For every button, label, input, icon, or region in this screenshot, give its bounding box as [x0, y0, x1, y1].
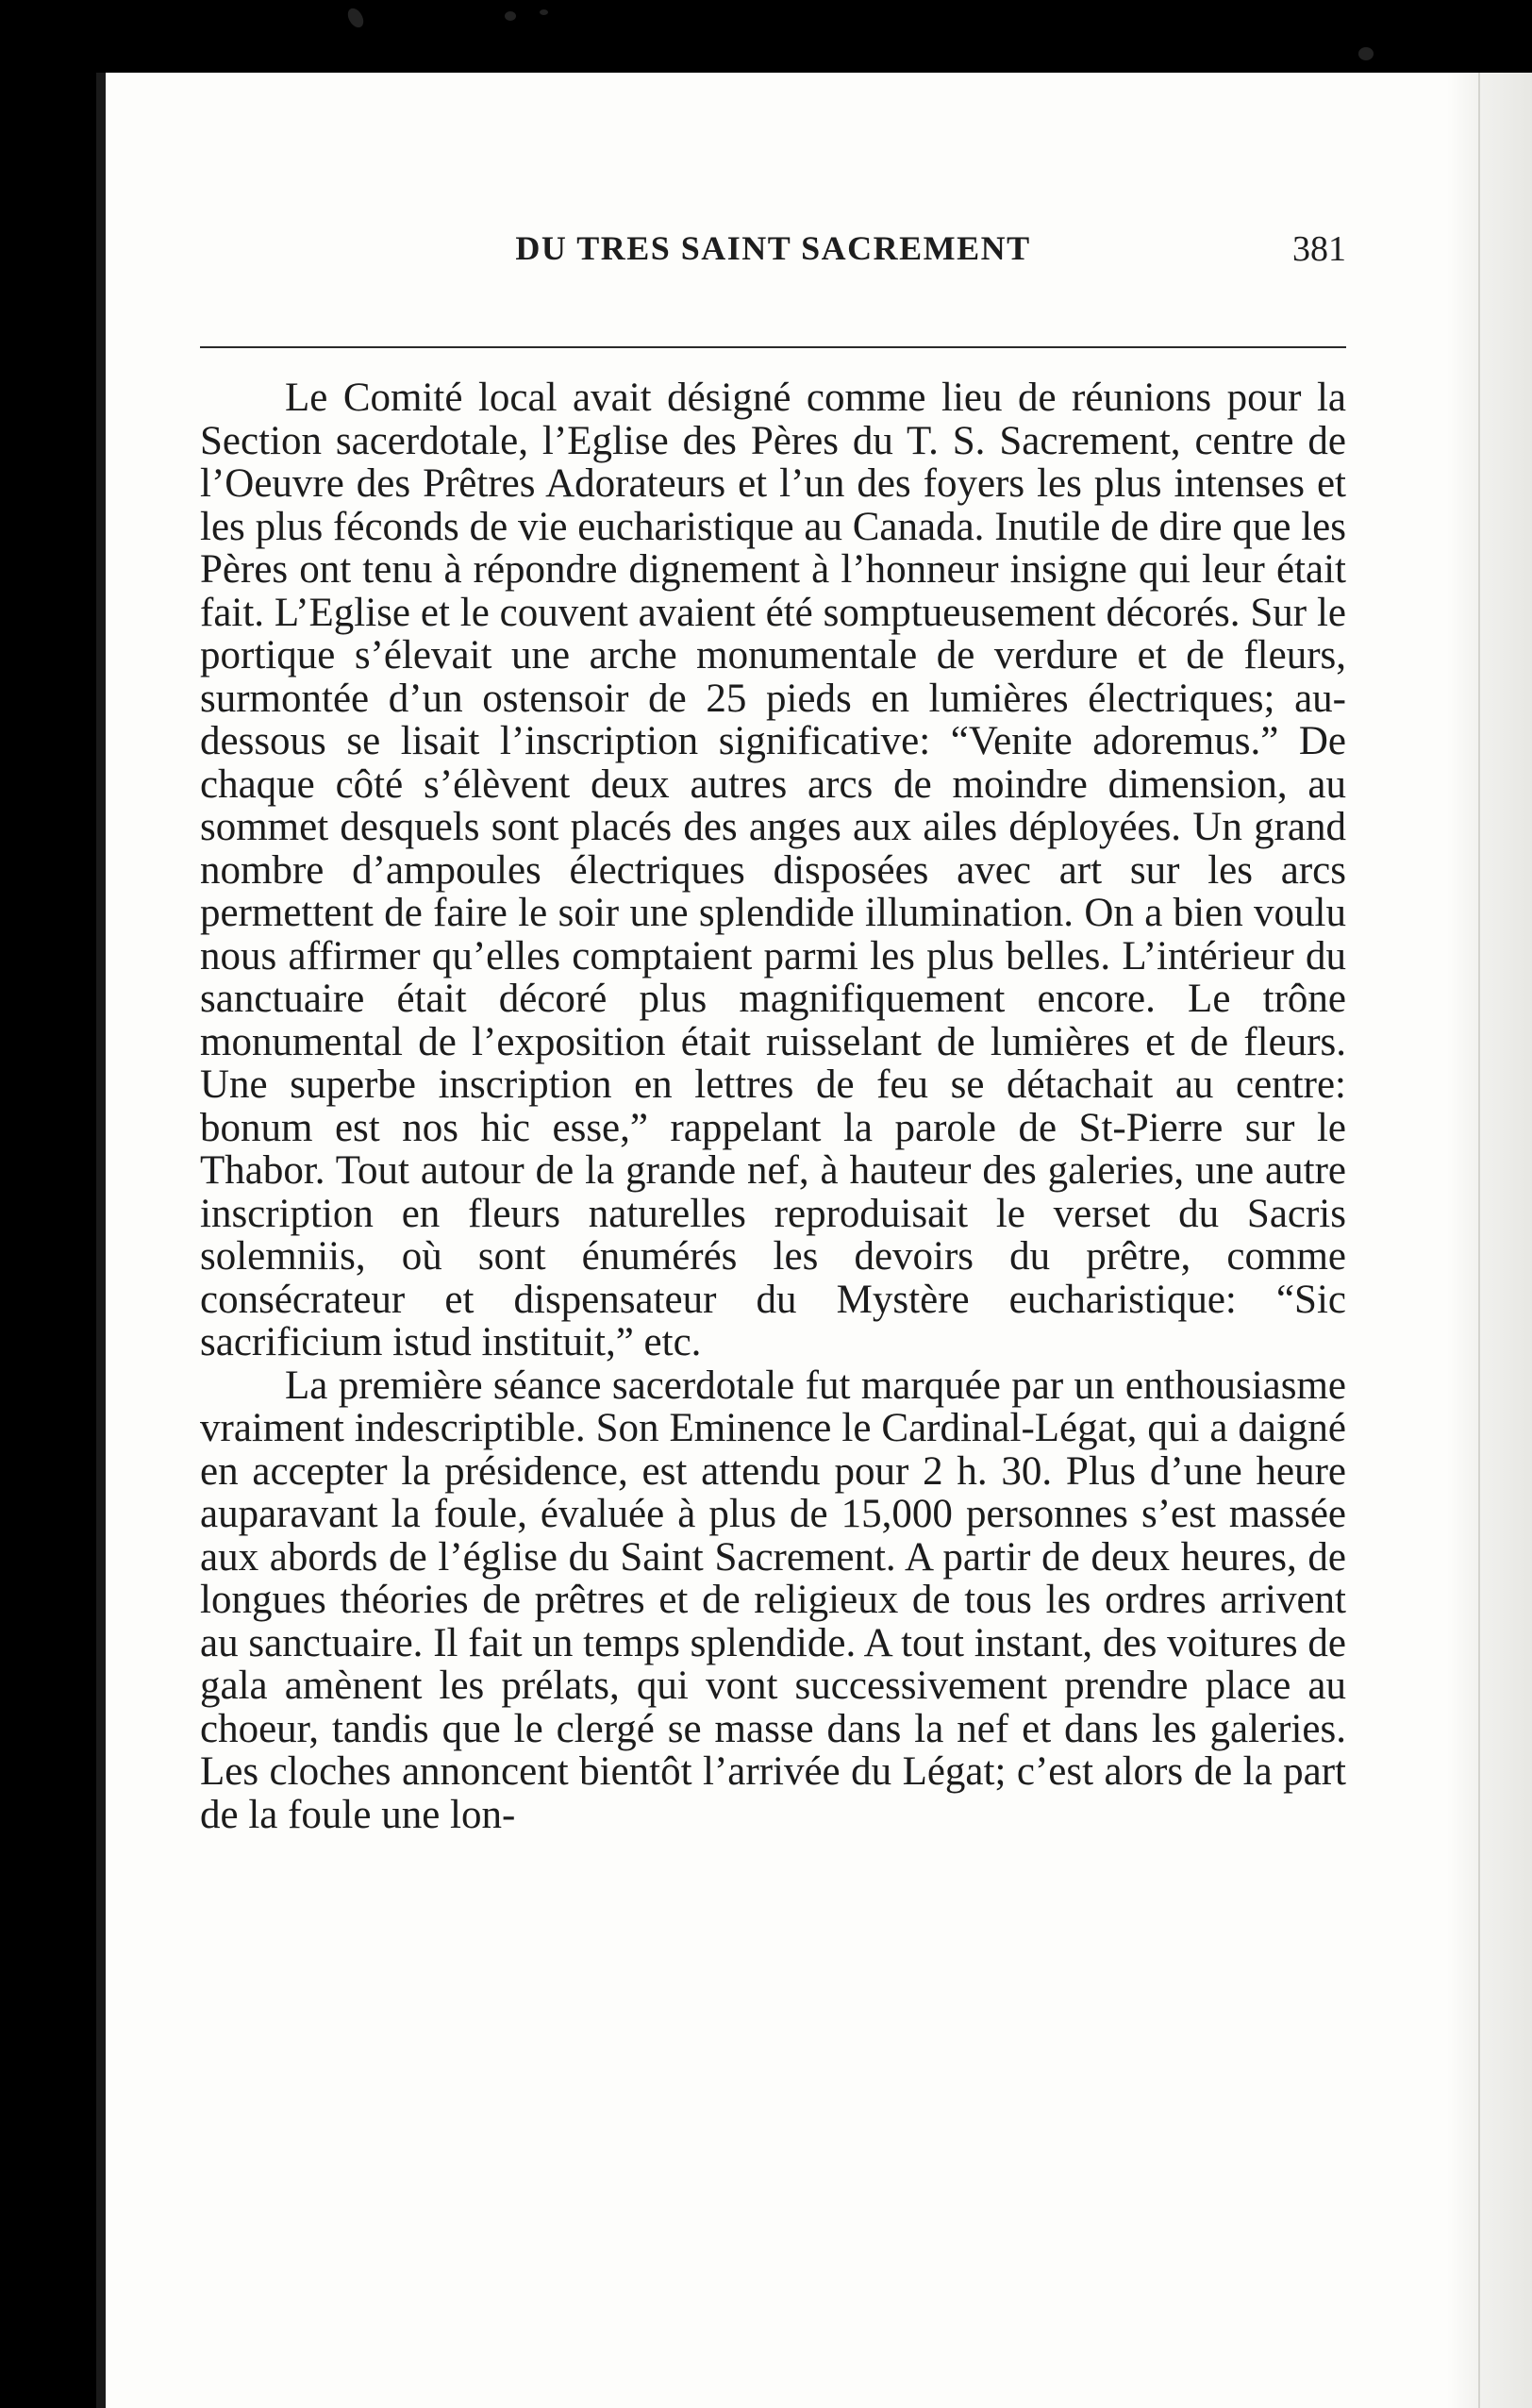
running-header	[200, 219, 1346, 276]
page-fore-edge-line	[1478, 73, 1480, 2408]
body-text	[200, 376, 1346, 1836]
scan-speck	[505, 11, 516, 21]
page-right-shadow	[1447, 73, 1532, 2408]
book-page	[96, 73, 1532, 2408]
scan-speck	[1358, 47, 1374, 60]
paragraph: Le Comité local avait désigné comme lieu de réunions pour la Section sacerdotale, l’Eglise des Pères du T. S. Sacrement, centre de l’Oeuvre des Prêtres Adorateurs et l’un des foyers les plus intenses et les plus féconds de vie eucharistique au Canada. Inutile de dire que les Pères ont tenu à répondre dignement à l’honneur insigne qui leur était fait. L’Eglise et le couvent avaient été somptueusement décorés. Sur le portique s’élevait une arche monumentale de verdure et de fleurs, surmontée d’un ostensoir de 25 pieds en lumières électriques; au-dessous se lisait l’inscription significative: “Venite adoremus.” De chaque côté s’élèvent deux autres arcs de moindre dimension, au sommet desquels sont placés des anges aux ailes déployées. Un grand nombre d’ampoules électriques disposées avec art sur les arcs permettent de faire le soir une splendide illumination. On a bien voulu nous affirmer qu’elles comptaient parmi les plus belles. L’intérieur du sanctuaire était décoré plus magnifiquement encore. Le trône monumental de l’exposition était ruisselant de lumières et de fleurs. Une superbe inscription en lettres de feu se détachait au centre: bonum est nos hic esse,” rappelant la parole de St-Pierre sur le Thabor. Tout autour de la grande nef, à hauteur des galeries, une autre inscription en fleurs naturelles reproduisait le verset du Sacris solemniis, où sont énumérés les devoirs du prêtre, comme consécrateur et dispensateur du Mystère eucharistique: “Sic sacrificium istud instituit,” etc.	[200, 376, 1346, 1364]
page-number: 381	[1292, 229, 1346, 269]
paragraph: La première séance sacerdotale fut marquée par un enthousiasme vraiment indescriptible. Son Eminence le Cardinal-Légat, qui a daigné en accepter la présidence, est attendu pour 2 h. 30. Plus d’une heure auparavant la foule, évaluée à plus de 15,000 personnes s’est massée aux abords de l’église du Saint Sacrement. A partir de deux heures, de longues théories de prêtres et de religieux de tous les ordres arrivent au sanctuaire. Il fait un temps splendide. A tout instant, des voitures de gala amènent les prélats, qui vont successivement prendre place au choeur, tandis que le clergé se masse dans la nef et dans les galeries. Les cloches annoncent bientôt l’arrivée du Légat; c’est alors de la part de la foule une lon-	[200, 1363, 1346, 1837]
scan-speck	[344, 6, 366, 30]
scan-speck	[540, 9, 548, 15]
page-binding-edge	[96, 73, 106, 2408]
running-title: DU TRES SAINT SACREMENT	[515, 229, 1031, 267]
header-rule	[200, 346, 1346, 348]
